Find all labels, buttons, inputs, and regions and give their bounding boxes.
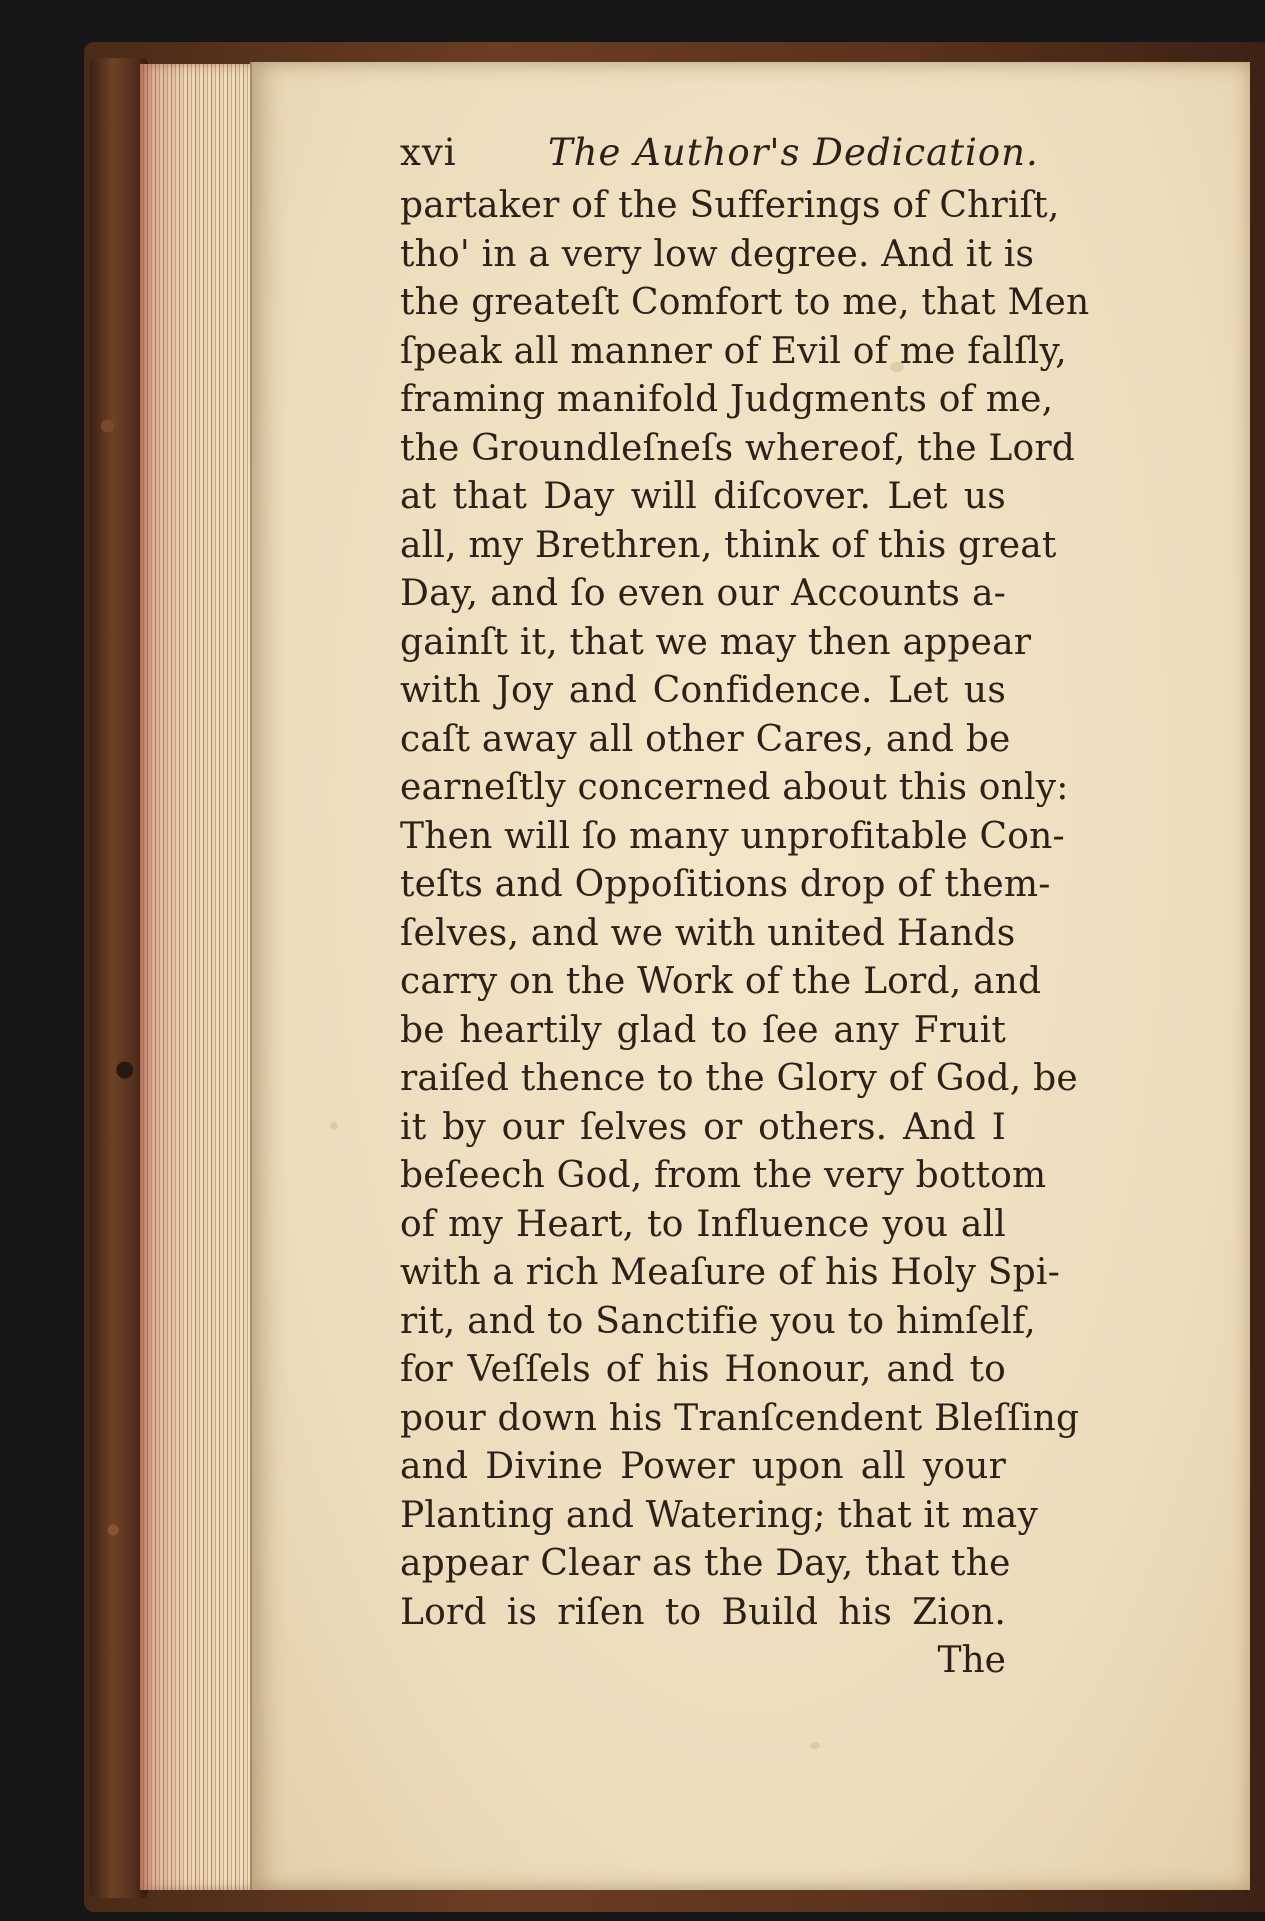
page-number: xvi [400,131,457,174]
text-line: all, my Brethren, think of this great [400,524,1057,566]
page-header [400,124,1265,182]
text-line: tho' in a very low degree. And it is [400,233,1035,275]
text-line: gainſt it, that we may then appear [400,621,1032,663]
text-line: be heartily glad to ſee any Fruit [400,1009,1006,1051]
page-gutter [250,62,252,1890]
text-line: teſts and Oppoſitions drop of them- [400,864,1051,905]
page-edges [140,64,258,1890]
book-page [250,62,1250,1890]
text-line: at that Day will diſcover. Let us [400,476,1006,517]
text-line: it by our ſelves or others. And I [400,1106,1006,1148]
text-line: rit, and to Sanctifie you to himſelf, [400,1300,1036,1342]
text-line: ſpeak all manner of Evil of me falſly, [400,330,1067,372]
text-line: the Groundleſneſs whereof, the Lord [400,427,1075,469]
text-line: beſeech God, from the very bottom [400,1155,1047,1196]
text-line: Then will ſo many unprofitable Con- [400,815,1065,857]
text-line: of my Heart, to Influence you all [400,1203,1006,1245]
text-line: earneſtly concerned about this only: [400,767,1069,808]
text-line: for Veſſels of his Honour, and to [400,1349,1006,1390]
text-line: with a rich Meaſure of his Holy Spi- [400,1252,1060,1293]
text-line: pour down his Tranſcendent Bleſſing [400,1397,1080,1439]
text-line: raiſed thence to the Glory of God, be [400,1058,1078,1099]
text-line: framing manifold Judgments of me, [400,379,1054,420]
text-block [400,124,1265,1774]
text-line: with Joy and Confidence. Let us [400,670,1006,711]
body-text [400,182,1265,1686]
text-line: Planting and Watering; that it may [400,1494,1038,1536]
text-line: ſelves, and we with united Hands [400,912,1016,954]
text-line: carry on the Work of the Lord, and [400,961,1042,1002]
catchword: The [937,1640,1006,1681]
text-line: partaker of the Sufferings of Chriſt, [400,185,1060,226]
foxing-spot [330,1122,338,1130]
text-line: appear Clear as the Day, that the [400,1543,1011,1584]
text-line: Lord is riſen to Build his Zion. [400,1591,1006,1633]
text-line: caſt away all other Cares, and be [400,718,1011,760]
running-title: The Author's Dedication. [548,131,1039,174]
text-line: the greateſt Comfort to me, that Men [400,282,1090,323]
text-line: Day, and ſo even our Accounts a- [400,573,1006,614]
text-line: and Divine Power upon all your [400,1446,1006,1487]
